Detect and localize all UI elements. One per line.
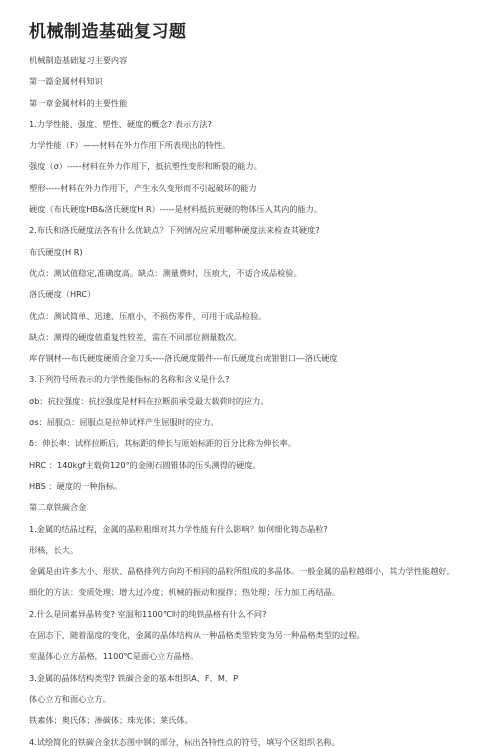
paragraph-line: 塑形-----材料在外力作用下，产生永久变形而不引起破坏的能力 (29, 183, 480, 194)
paragraph-line: 机械制造基础复习主要内容 (29, 55, 480, 66)
paragraph-line: 2.什么是同素异晶转变? 室温和1100℃时的纯铁晶格有什么不同? (29, 609, 480, 620)
paragraph-line: 细化的方法：变质处理；增大过冷度；机械的振动和搅拌；热处理；压力加工再结晶。 (29, 587, 480, 598)
paragraph-line: HRC ：140kgf主载荷120°的金刚石圆锥体的压头测得的硬度。 (29, 460, 480, 471)
document-body (29, 55, 480, 747)
paragraph-line: 3.下列符号所表示的力学性能指标的名称和含义是什么? (29, 374, 480, 385)
paragraph-line: 1.力学性能、强度、塑性、硬度的概念? 表示方法? (29, 119, 480, 130)
paragraph-line: σs：屈服点：屈服点是拉伸试样产生屈服时的应力。 (29, 417, 480, 428)
paragraph-line: 硬度（布氏硬度HB&洛氏硬度H R）-----是材料抵抗更硬的物体压入其内的能力。 (29, 204, 480, 215)
paragraph-line: 第一章金属材料的主要性能 (29, 98, 480, 109)
paragraph-line: 库存钢材---布氏硬度硬质合金刀头----洛氏硬度锻件---布氏硬度台虎钳钳口---洛氏硬度 (29, 353, 480, 364)
paragraph-line: 缺点：测得的硬度值重复性较差，需在不同部位测量数次。 (29, 332, 480, 343)
paragraph-line: 力学性能（F）——材料在外力作用下所表现出的特性。 (29, 140, 480, 151)
paragraph-line: 金属是由许多大小、形状、晶格排列方向均不相同的晶粒所组成的多晶体。一般金属的晶粒越细小，其力学性能越好。 (29, 566, 480, 577)
document-title: 机械制造基础复习题 (29, 20, 480, 44)
paragraph-line: 4.试绘简化的铁碳合金状态图中钢的部分，标出各特性点的符号，填写个区组织名称。 (29, 737, 480, 747)
paragraph-line: 优点：测试简单、迅速，压痕小，不损伤零件，可用于成品检验。 (29, 311, 480, 322)
paragraph-line: 铁素体；奥氏体；渗碳体；珠光体；莱氏体。 (29, 715, 480, 726)
paragraph-line: 2.布氏和洛氏硬度法各有什么优缺点？下列情况应采用哪种硬度法来检查其硬度? (29, 225, 480, 236)
paragraph-line: 第二章铁碳合金 (29, 502, 480, 513)
paragraph-line: 形核，长大。 (29, 545, 480, 556)
paragraph-line: 室温体心立方晶格，1100℃是面心立方晶格。 (29, 651, 480, 662)
paragraph-line: 在固态下，随着温度的变化，金属的晶体结构从一种晶格类型转变为另一种晶格类型的过程。 (29, 630, 480, 641)
paragraph-line: 1.金属的结晶过程，金属的晶粒粗细对其力学性能有什么影响？如何细化铸态晶粒? (29, 524, 480, 535)
paragraph-line: δ：伸长率：试样拉断后，其标距的伸长与原始标距的百分比称为伸长率。 (29, 438, 480, 449)
paragraph-line: HBS ：硬度的一种指标。 (29, 481, 480, 492)
paragraph-line: 3.金属的晶体结构类型? 铁碳合金的基本组织A、F、M、P (29, 673, 480, 684)
paragraph-line: 体心立方和面心立方。 (29, 694, 480, 705)
paragraph-line: 洛氏硬度（HRC） (29, 289, 480, 300)
paragraph-line: 强度（σ）-----材料在外力作用下，抵抗塑性变形和断裂的能力。 (29, 161, 480, 172)
paragraph-line: 优点：测试值稳定,准确度高。缺点：测量费时，压痕大，不适合成品检验。 (29, 268, 480, 279)
paragraph-line: 布氏硬度(H R) (29, 247, 480, 258)
paragraph-line: 第一篇金属材料知识 (29, 76, 480, 87)
paragraph-line: σb：抗拉强度：抗拉强度是材料在拉断前承受最大载荷时的应力。 (29, 396, 480, 407)
